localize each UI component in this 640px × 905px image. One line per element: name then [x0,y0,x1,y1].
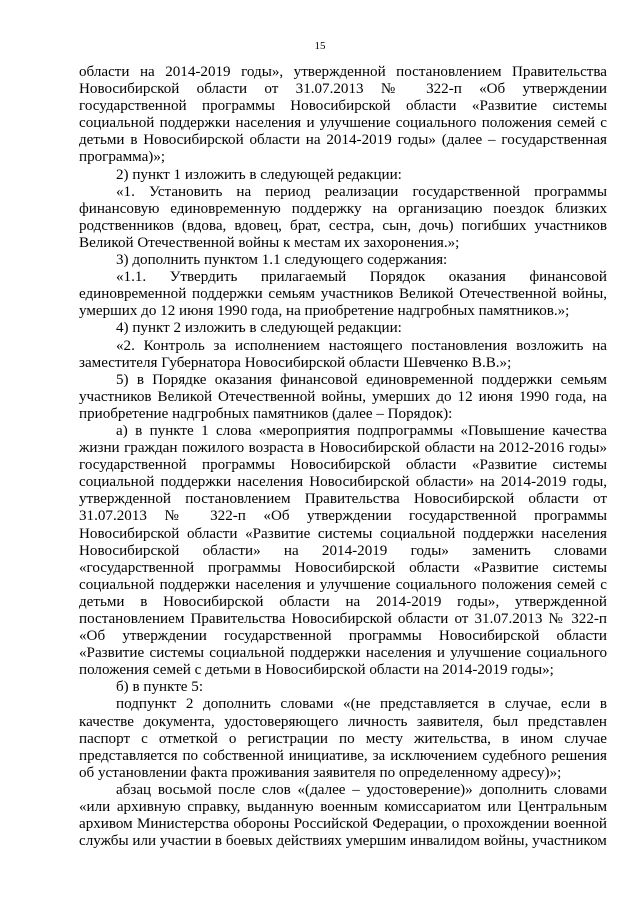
paragraph: 2) пункт 1 изложить в следующей редакции: [116,166,402,183]
paragraph: 5) в Порядке оказания финансовой единовременной поддержки семьям участников Великой Отечественной войны, умерших до 12 июня 1990 года, на приобретение надгробных памятников (далее – Порядок): [79,371,607,422]
paragraph: «1.1. Утвердить прилагаемый Порядок оказания финансовой единовременной поддержки семьям участников Великой Отечественной войны, умерших до 12 июня 1990 года, на приобретение надгробных памятников.»; [79,269,607,320]
paragraph: 3) дополнить пунктом 1.1 следующего содержания: [116,252,448,269]
paragraph: абзац восьмой после слов «(далее – удостоверение)» дополнить словами «или архивную справку, выданную военным комиссариатом или Центральным архивом Министерства обороны Российской Федерации, о прохождении военной службы или участии в боевых действиях умершим инвалидом войны, участником [79,781,607,850]
paragraph: б) в пункте 5: [116,679,204,696]
paragraph: 4) пункт 2 изложить в следующей редакции: [116,320,402,337]
document-body [79,64,607,850]
page-number: 15 [314,40,326,52]
paragraph: подпункт 2 дополнить словами «(не представляется в случае, если в качестве документа, удостоверяющего личность заявителя, был представлен паспорт с отметкой о регистрации по месту жительства, в ином случае представляется по собственной инициативе, за исключением судебного решения об установлении факта проживания заявителя по определенному адресу)»; [79,696,607,781]
paragraph: а) в пункте 1 слова «мероприятия подпрограммы «Повышение качества жизни граждан пожилого возраста в Новосибирской области на 2012-2016 годы» государственной программы Новосибирской области «Развитие системы социальной поддержки населения Новосибирской области» на 2014-2019 годы, утвержденной постановлением Правительства Новосибирской области от 31.07.2013 № 322-п «Об утверждении государственной программы Новосибирской области «Развитие системы социальной поддержки населения Новосибирской области» на 2014-2019 годы» заменить словами «государственной программы Новосибирской области «Развитие системы социальной поддержки населения и улучшение социального положения семей с детьми в Новосибирской области на 2014-2019 годы», утвержденной постановлением Правительства Новосибирской области от 31.07.2013 № 322-п «Об утверждении государственной программы Новосибирской области «Развитие системы социальной поддержки населения и улучшение социального положения семей с детьми в Новосибирской области на 2014-2019 годы»; [79,422,607,679]
paragraph: области на 2014-2019 годы», утвержденной постановлением Правительства Новосибирской области от 31.07.2013 № 322-п «Об утверждении государственной программы Новосибирской области «Развитие системы социальной поддержки населения и улучшение социального положения семей с детьми в Новосибирской области на 2014-2019 годы» (далее – государственная программа)»; [79,64,607,166]
paragraph: «2. Контроль за исполнением настоящего постановления возложить на заместителя Губернатора Новосибирской области Шевченко В.В.»; [79,337,607,371]
paragraph: «1. Установить на период реализации государственной программы финансовую единовременную поддержку на организацию поездок близких родственников (вдова, вдовец, брат, сестра, сын, дочь) погибших участников Великой Отечественной войны к местам их захоронения.»; [79,183,607,251]
